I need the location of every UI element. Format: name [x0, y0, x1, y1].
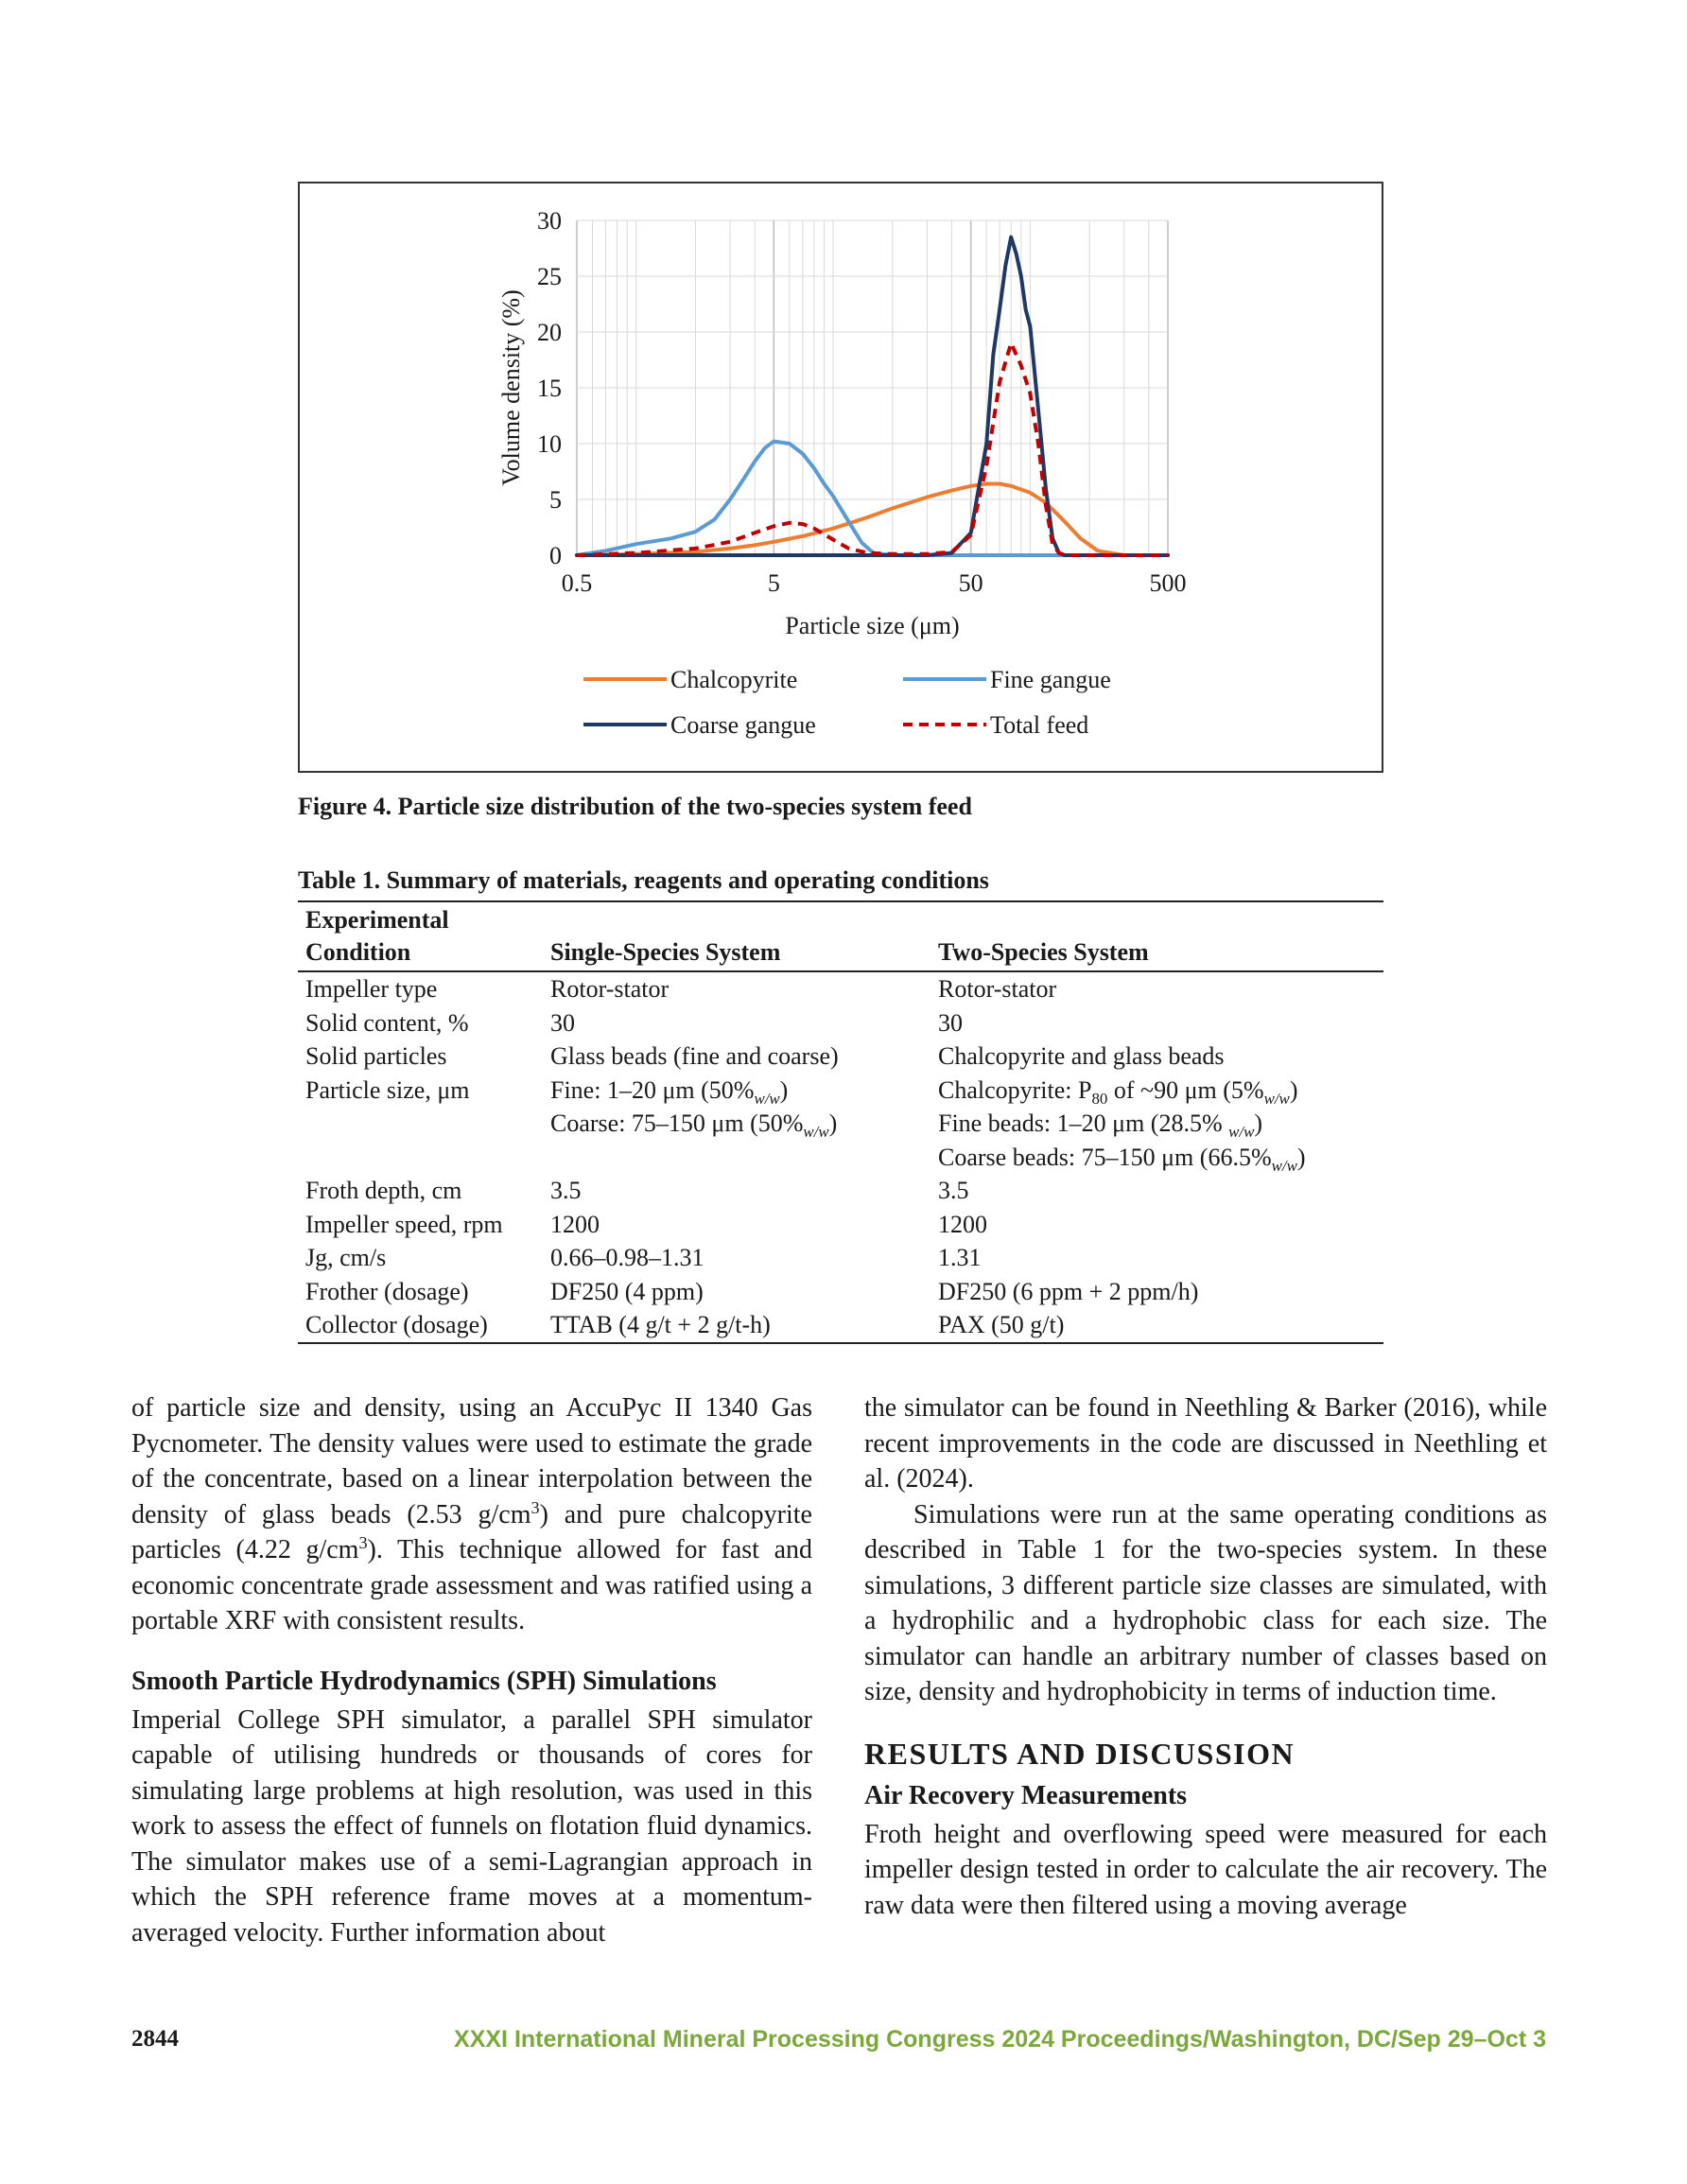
body-paragraph: of particle size and density, using an AccuPyc II 1340 Gas Pycnometer. The density values were used to estimate the grade of the concentrate, based on a linear interpolation between the density of glass beads (2.53 $g/cm^3$) and pure chalcopyrite particles (4.22 $g/cm^3$). This technique allowed for fast and economic concentrate grade assessment and was ratified using a portable XRF with consistent results.	[131, 1393, 813, 1635]
cell-condition: Solid content, %	[305, 1008, 469, 1037]
cell-two: PAX (50 g/t)	[938, 1311, 1065, 1338]
cell-single: Rotor-stator	[550, 975, 670, 1003]
legend-label: Chalcopyrite	[670, 666, 798, 693]
cell-condition: Particle size, μm	[305, 1075, 470, 1104]
cell-single: 0.66–0.98–1.31	[550, 1244, 704, 1271]
chart-series	[577, 237, 1168, 555]
header-two-species: Two-Species System	[938, 938, 1149, 966]
page-number: 2844	[131, 2026, 179, 2052]
cell-single: TTAB (4 g/t + 2 g/t-h)	[550, 1311, 771, 1338]
figure-caption: Figure 4. Particle size distribution of the two-species system feed	[298, 793, 972, 820]
header-experimental-condition: Experimental Condition	[305, 906, 449, 966]
cell-two: Rotor-stator	[938, 975, 1057, 1003]
body-paragraph: the simulator can be found in Neethling & Barker (2016), while recent improvements in the code are discussed in Neethling et al. (2024).	[864, 1393, 1547, 1494]
cell-two: 3.5	[938, 1177, 969, 1204]
y-tick-label: 10	[537, 430, 562, 458]
y-tick-label: 25	[537, 263, 562, 290]
legend-label: Fine gangue	[990, 666, 1111, 693]
running-footer: XXXI International Mineral Processing Congress 2024 Proceedings/Washington, DC/Sep 29–Oct 3	[454, 2026, 1546, 2053]
series-line-chalcopyrite	[577, 484, 1168, 556]
section-subheading: Air Recovery Measurements	[864, 1780, 1188, 1810]
y-tick-label: 5	[549, 486, 562, 514]
cell-single: 1200	[550, 1210, 600, 1238]
summary-table	[298, 900, 1383, 1344]
y-axis-title: Volume density (%)	[497, 289, 525, 486]
particle-size-chart	[300, 183, 1382, 771]
cell-condition: Collector (dosage)	[305, 1311, 488, 1338]
left-text-column	[131, 1390, 812, 1950]
cell-single: Fine: 1–20 μm $(50\%_{w/w})$ Coarse: 75–150 μm $(50\%_{w/w})$	[550, 1075, 838, 1141]
y-tick-label: 20	[537, 319, 562, 346]
section-subheading: Smooth Particle Hydrodynamics (SPH) Simulations	[131, 1666, 717, 1696]
table-header-row	[298, 901, 1383, 971]
table-row	[298, 1208, 1383, 1242]
cell-two: Chalcopyrite and glass beads	[938, 1042, 1225, 1070]
right-text-column	[864, 1390, 1547, 1923]
figure-4-frame	[298, 182, 1383, 773]
section-heading: RESULTS AND DISCUSSION	[864, 1736, 1296, 1771]
cell-two: 30	[938, 1008, 963, 1037]
y-tick-label: 0	[549, 542, 562, 569]
legend-label: Coarse gangue	[670, 711, 816, 739]
y-tick-label: 30	[537, 207, 562, 235]
cell-two: 1.31	[938, 1244, 982, 1271]
table-row	[298, 1006, 1383, 1040]
x-axis-title: Particle size (μm)	[785, 612, 960, 639]
table-caption: Table 1. Summary of materials, reagents and operating conditions	[298, 866, 989, 894]
table-row	[298, 971, 1383, 1006]
x-tick-label: 0.5	[561, 569, 593, 597]
table-row	[298, 1275, 1383, 1309]
cell-single: 3.5	[550, 1177, 582, 1204]
cell-condition: Frother (dosage)	[305, 1277, 469, 1305]
cell-two: DF250 (6 ppm + 2 ppm/h)	[938, 1277, 1199, 1305]
table-row	[298, 1174, 1383, 1208]
table-row	[298, 1040, 1383, 1074]
table-row	[298, 1241, 1383, 1275]
series-line-coarse-gangue	[577, 237, 1168, 555]
table-row	[298, 1074, 1383, 1175]
x-tick-label: 50	[958, 569, 983, 597]
cell-two: 1200	[938, 1210, 987, 1238]
cell-condition: Jg, cm/s	[305, 1244, 387, 1271]
chart-axes	[497, 207, 1187, 639]
body-paragraph: Simulations were run at the same operating conditions as described in Table 1 for the two-species system. In these simulations, 3 different particle size classes are simulated, with a hydrophilic and a hydrophobic class for each size. The simulator can handle an arbitrary number of classes based on size, density and hydrophobicity in terms of induction time.	[864, 1499, 1547, 1706]
cell-condition: Impeller type	[305, 975, 438, 1003]
x-tick-label: 5	[767, 569, 780, 597]
cell-single: DF250 (4 ppm)	[550, 1277, 704, 1305]
chart-legend	[583, 666, 1111, 739]
chart-grid	[577, 220, 1168, 555]
body-paragraph: Imperial College SPH simulator, a parallel SPH simulator capable of utilising hundreds or thousands of cores for simulating large problems at high resolution, was used in this work to assess the effect of funnels on flotation fluid dynamics. The simulator makes use of a semi-Lagrangian approach in which the SPH reference frame moves at a momentum-averaged velocity. Further information about	[131, 1704, 812, 1948]
cell-condition: Froth depth, cm	[305, 1177, 462, 1204]
body-paragraph: Froth height and overflowing speed were measured for each impeller design tested in order to calculate the air recovery. The raw data were then filtered using a moving average	[864, 1819, 1547, 1920]
cell-single: 30	[550, 1008, 575, 1037]
table-row	[298, 1308, 1383, 1343]
cell-two: Chalcopyrite: $P_{80}$ of ~90 μm $(5\%_{w/w})$ Fine beads: 1–20 μm (28.5% $_{w/w}$) Coarse beads: 75–150 μm $(66.5\%_{w/w})$	[938, 1075, 1306, 1175]
legend-label: Total feed	[990, 711, 1089, 739]
cell-single: Glass beads (fine and coarse)	[550, 1042, 839, 1070]
x-tick-label: 500	[1149, 569, 1187, 597]
y-tick-label: 15	[537, 375, 562, 402]
cell-condition: Solid particles	[305, 1042, 447, 1070]
cell-condition: Impeller speed, rpm	[305, 1210, 503, 1238]
series-line-total-feed	[577, 343, 1168, 555]
header-single-species: Single-Species System	[550, 938, 781, 966]
